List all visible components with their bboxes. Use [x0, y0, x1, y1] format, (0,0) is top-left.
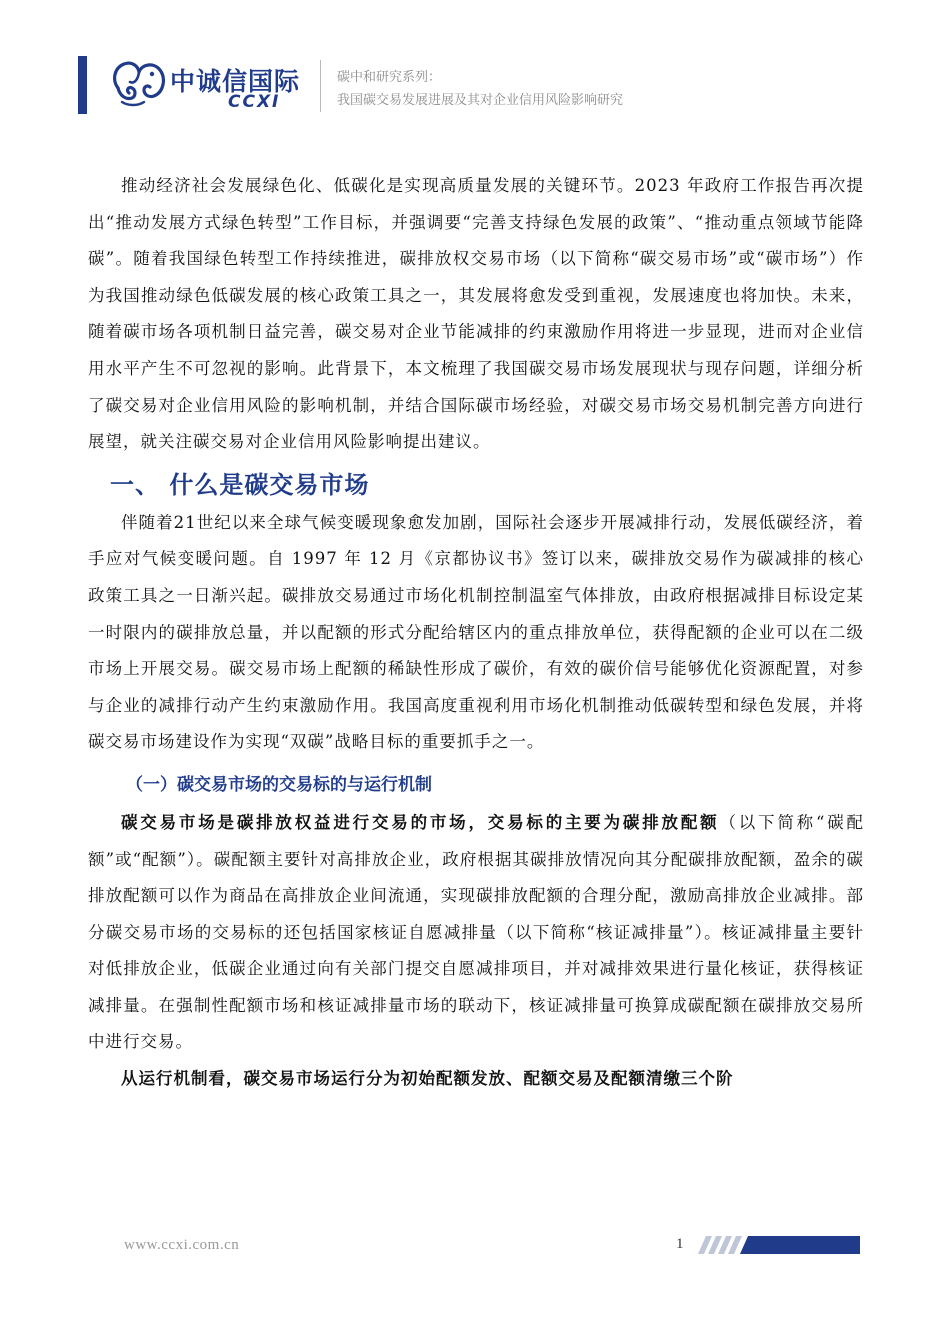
page-number: 1: [676, 1236, 684, 1252]
subsection-paragraph-2: [88, 1061, 864, 1098]
logo-chinese-name: 中诚信国际: [170, 67, 301, 96]
subsection-paragraph-1-lead: 碳交易市场是碳排放权益进行交易的市场，交易标的主要为碳排放配额: [121, 812, 720, 832]
header-accent-bar: [78, 56, 87, 114]
subsection-paragraph-1: [88, 805, 864, 1061]
intro-paragraph: 推动经济社会发展绿色化、低碳化是实现高质量发展的关键环节。2023 年政府工作报告再次提出“推动发展方式绿色转型”工作目标，并强调要“完善支持绿色发展的政策”、“推动重点领域节能降碳”。随着我国绿色转型工作持续推进，碳排放权交易市场（以下简称“碳交易市场”或“碳市场”）作为我国推动绿色低碳发展的核心政策工具之一，其发展将愈发受到重视，发展速度也将加快。未来，随着碳市场各项机制日益完善，碳交易对企业节能减排的约束激励作用将进一步显现，进而对企业信用水平产生不可忽视的影响。此背景下，本文梳理了我国碳交易市场发展现状与现存问题，详细分析了碳交易对企业信用风险的影响机制，并结合国际碳市场经验，对碳交易市场交易机制完善方向进行展望，就关注碳交易对企业信用风险影响提出建议。: [88, 176, 864, 452]
subsection-heading-1: （一）碳交易市场的交易标的与运行机制: [126, 774, 432, 795]
elephant-logo-icon: [108, 58, 170, 110]
ccxi-logo: [108, 58, 308, 114]
footer-stripe-decoration: [698, 1236, 860, 1254]
document-body: [88, 168, 864, 1098]
report-title: 我国碳交易发展进展及其对企业信用风险影响研究: [337, 93, 624, 108]
footer-website: www.ccxi.com.cn: [124, 1237, 240, 1253]
subsection-paragraph-2-lead: 从运行机制看，碳交易市场运行分为初始配额发放、配额交易及配额清缴三个阶: [121, 1069, 734, 1089]
logo-english-name: CCXI: [228, 92, 281, 112]
section-1-paragraph: 伴随着21世纪以来全球气候变暖现象愈发加剧，国际社会逐步开展减排行动，发展低碳经济，着手应对气候变暖问题。自 1997 年 12 月《京都协议书》签订以来，碳排放交易作为碳减排的核心政策工具之一日渐兴起。碳排放交易通过市场化机制控制温室气体排放，由政府根据减排目标设定某一时限内的碳排放总量，并以配额的形式分配给辖区内的重点排放单位，获得配额的企业可以在二级市场上开展交易。碳交易市场上配额的稀缺性形成了碳价，有效的碳价信号能够优化资源配置，对参与企业的减排行动产生约束激励作用。我国高度重视利用市场化机制推动低碳转型和绿色发展，并将碳交易市场建设作为实现“双碳”战略目标的重要抓手之一。: [88, 512, 864, 752]
series-title: 碳中和研究系列：: [337, 70, 442, 85]
header-divider: [320, 60, 321, 112]
section-heading-1: 一、 什么是碳交易市场: [110, 470, 370, 499]
subsection-paragraph-1-rest: （以下简称“碳配额”或“配额”）。碳配额主要针对高排放企业，政府根据其碳排放情况向其分配碳排放配额，盈余的碳排放配额可以作为商品在高排放企业间流通，实现碳排放配额的合理分配，激励高排放企业减排。部分碳交易市场的交易标的还包括国家核证自愿减排量（以下简称“核证减排量”）。核证减排量主要针对低排放企业，低碳企业通过向有关部门提交自愿减排项目，并对减排效果进行量化核证，获得核证减排量。在强制性配额市场和核证减排量市场的联动下，核证减排量可换算成碳配额在碳排放交易所中进行交易。: [88, 812, 865, 1052]
